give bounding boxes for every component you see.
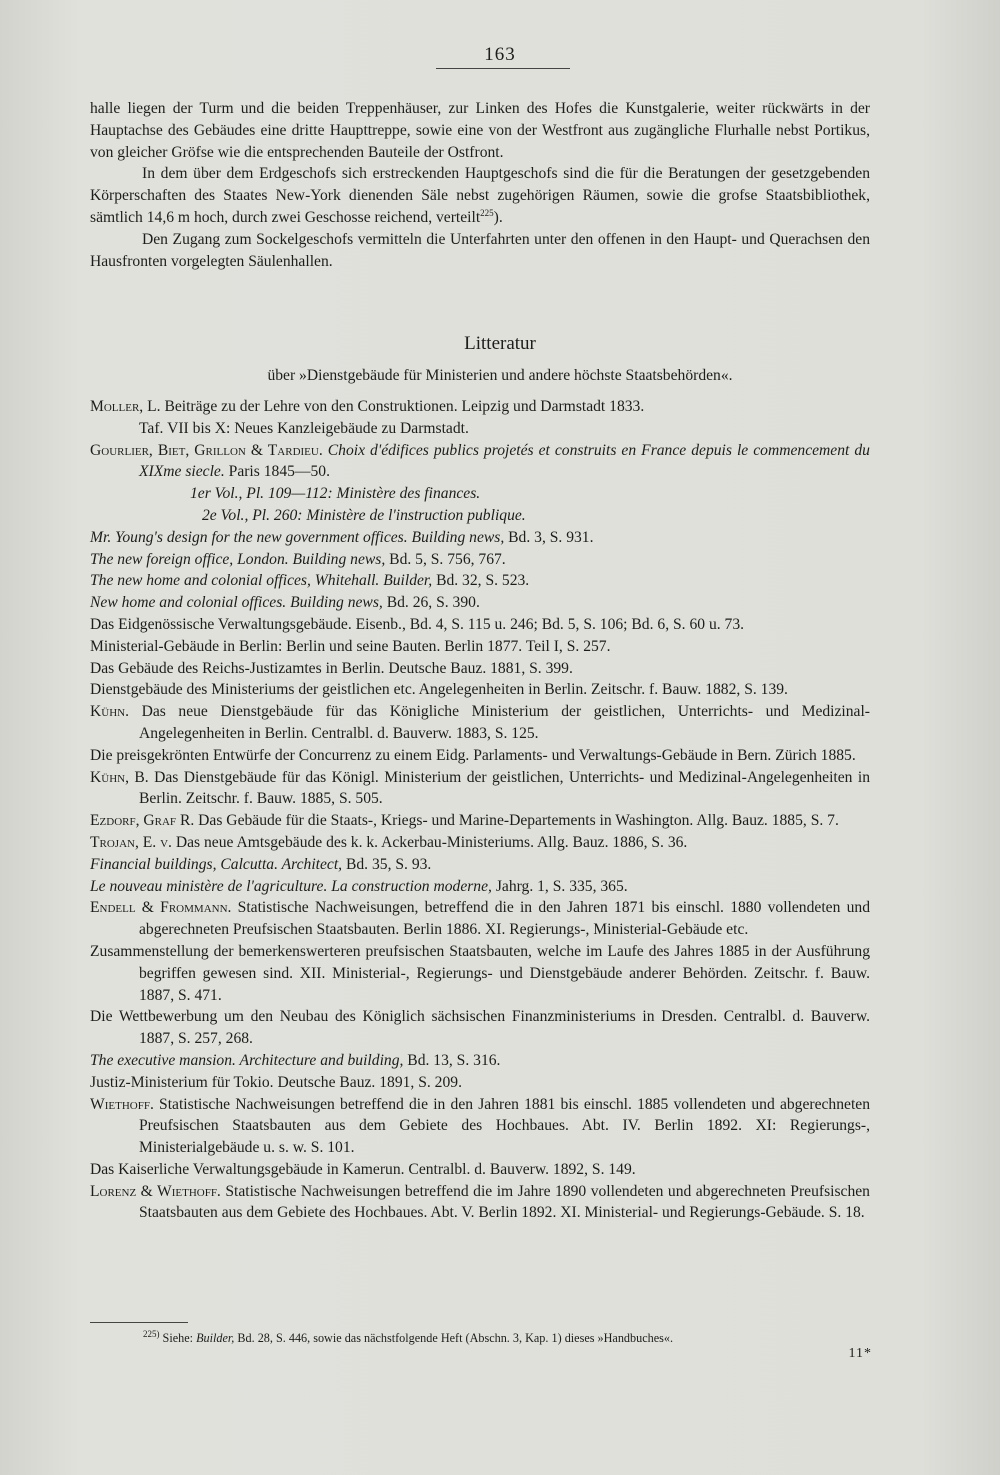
reference-text: Bd. 32, S. 523.	[436, 572, 530, 590]
paragraph-1: halle liegen der Turm und die beiden Treppenhäuser, zur Linken des Hofes die Kunstgalerie, weiter rückwärts in der Hauptachse des Gebäudes eine dritte Haupttreppe, sowie eine von der Westfront aus zugängliche Flurhalle nebst Portikus, von gleicher Gröfse wie die entsprechenden Bauteile der Ostfront.	[90, 100, 870, 161]
reference-text: Beiträge zu der Lehre von den Construktionen. Leipzig und Darmstadt 1833.	[164, 398, 645, 415]
reference-item	[90, 832, 870, 854]
reference-subitem: 2e Vol., Pl. 260: Ministère de l'instruction publique.	[202, 506, 526, 524]
reference-title: Mr. Young's design for the new government offices. Building news,	[90, 528, 505, 546]
literature-subheading: über »Dienstgebäude für Ministerien und andere höchste Staatsbehörden«.	[267, 367, 733, 384]
reference-text: Das Gebäude für die Staats-, Kriegs- und Marine-Departements in Washington. Allg. Bauz. 1885, S. 7.	[198, 812, 839, 830]
paragraph-2-end: ).	[493, 208, 503, 226]
paragraph-3: Den Zugang zum Sockelgeschofs vermitteln die Unterfahrten unter den offenen in den Haupt- und Querachsen den Hausfronten vorgelegten Säulenhallen.	[90, 230, 870, 270]
reference-item	[90, 549, 870, 571]
reference-title: Financial buildings, Calcutta. Architect,	[90, 855, 343, 873]
reference-title: The executive mansion. Architecture and building,	[90, 1051, 404, 1069]
reference-item	[90, 897, 870, 941]
reference-item: Das Kaiserliche Verwaltungsgebäude in Kamerun. Centralbl. d. Bauverw. 1892, S. 149.	[90, 1160, 636, 1178]
reference-text: Bd. 26, S. 390.	[386, 594, 480, 612]
reference-item	[90, 396, 870, 418]
reference-title: The new home and colonial offices, Whitehall. Builder,	[90, 572, 433, 590]
reference-author: Moller, L.	[90, 398, 161, 415]
paragraph-2-text: In dem über dem Erdgeschofs sich erstreckenden Hauptgeschofs sind die für die Beratungen der gesetzgebenden Körperschaften des Staates New-York dienenden Säle nebst zugehörigen Räumen, sowie die grofse Staatsbibliothek, sämtlich 14,6 m hoch, durch zwei Geschosse reichend, verteilt	[90, 165, 870, 226]
footnote-lead: Siehe:	[162, 1331, 194, 1345]
reference-author: Gourlier, Biet, Grillon & Tardieu.	[90, 441, 323, 459]
reference-item	[90, 1094, 870, 1159]
reference-item	[90, 1181, 870, 1225]
reference-author: Lorenz & Wiethoff.	[90, 1182, 221, 1200]
reference-text: Statistische Nachweisungen, betreffend die in den Jahren 1871 bis einschl. 1880 vollendeten und abgerechneten Preufsischen Staatsbauten. Berlin 1886. XI. Regierungs-, Ministerial-Gebäude etc.	[139, 899, 870, 939]
reference-author: Kühn.	[90, 703, 129, 721]
reference-text: Paris 1845—50.	[228, 463, 330, 481]
reference-text: Bd. 3, S. 931.	[508, 528, 594, 546]
footnote-rule	[90, 1322, 188, 1323]
reference-subitem: Taf. VII bis X: Neues Kanzleigebäude zu Darmstadt.	[139, 419, 469, 437]
reference-text: Bd. 13, S. 316.	[407, 1051, 501, 1069]
reference-author: Ezdorf, Graf R.	[90, 812, 195, 830]
paragraph-2	[90, 163, 870, 228]
reference-item	[90, 592, 870, 614]
reference-text: Bd. 5, S. 756, 767.	[389, 550, 506, 568]
reference-item: Zusammenstellung der bemerkenswerteren preufsischen Staatsbauten, welche im Laufe des Jahres 1885 in der Ausführung begriffen gewesen sind. XII. Ministerial-, Regierungs- und Dienstgebäude anderer Behörden. Zeitschr. f. Bauw. 1887, S. 471.	[90, 942, 870, 1004]
reference-title: New home and colonial offices. Building news,	[90, 594, 383, 612]
reference-item: Die Wettbewerbung um den Neubau des Königlich sächsischen Finanzministeriums in Dresden. Centralbl. d. Bauverw. 1887, S. 257, 268.	[90, 1008, 870, 1048]
reference-text: Statistische Nachweisungen betreffend die in den Jahren 1881 bis einschl. 1885 vollendeten und abgerechneten Preufsischen Staatsbauten aus dem Gebiete des Hochbaues. Abt. IV. Berlin 1892. XI: Regierungs-, Ministerialgebäude u. s. w. S. 101.	[139, 1095, 870, 1157]
reference-item: Dienstgebäude des Ministeriums der geistlichen etc. Angelegenheiten in Berlin. Zeitschr. f. Bauw. 1882, S. 139.	[90, 681, 788, 699]
reference-text: Bd. 35, S. 93.	[345, 855, 432, 873]
reference-item: Die preisgekrönten Entwürfe der Concurrenz zu einem Eidg. Parlaments- und Verwaltungs-Gebäude in Bern. Zürich 1885.	[90, 746, 856, 764]
reference-item: Das Eidgenössische Verwaltungsgebäude. Eisenb., Bd. 4, S. 115 u. 246; Bd. 5, S. 106; Bd. 6, S. 60 u. 73.	[90, 615, 745, 633]
reference-item: Das Gebäude des Reichs-Justizamtes in Berlin. Deutsche Bauz. 1881, S. 399.	[90, 659, 573, 677]
reference-title: Choix d'édifices publics projetés et construits en France depuis le commencement du XIXme siecle.	[139, 441, 870, 481]
reference-text: Das Dienstgebäude für das Königl. Ministerium der geistlichen, Unterrichts- und Medizinal-Angelegenheiten in Berlin. Zeitschr. f. Bauw. 1885, S. 505.	[139, 768, 870, 808]
reference-item: Ministerial-Gebäude in Berlin: Berlin und seine Bauten. Berlin 1877. Teil I, S. 257.	[90, 637, 611, 655]
page-number-rule	[436, 68, 570, 69]
reference-author: Wiethoff.	[90, 1095, 154, 1113]
reference-text: Statistische Nachweisungen betreffend die im Jahre 1890 vollendeten und abgerechneten Preufsischen Staatsbauten aus dem Gebiete des Hochbaues. Abt. V. Berlin 1892. XI. Ministerial- und Regierungs-Gebäude. S. 18.	[139, 1182, 870, 1222]
reference-text: Das neue Dienstgebäude für das Königliche Ministerium der geistlichen, Unterrichts- und Medizinal-Angelegenheiten in Berlin. Centralbl. d. Bauverw. 1883, S. 125.	[139, 703, 870, 742]
reference-item	[90, 810, 870, 832]
sheet-signature: 11*	[848, 1346, 872, 1361]
reference-item: Justiz-Ministerium für Tokio. Deutsche Bauz. 1891, S. 209.	[90, 1073, 462, 1091]
reference-title: The new foreign office, London. Building news,	[90, 550, 386, 568]
page-number: 163	[484, 44, 516, 65]
reference-text: Das neue Amtsgebäude des k. k. Ackerbau-Ministeriums. Allg. Bauz. 1886, S. 36.	[175, 833, 688, 851]
footnote-number: 225)	[143, 1328, 160, 1339]
reference-subitem: 1er Vol., Pl. 109—112: Ministère des finances.	[190, 485, 481, 503]
reference-item	[90, 767, 870, 811]
reference-item	[90, 854, 870, 876]
footnote	[143, 1330, 873, 1346]
footnote-reference: 225	[480, 207, 494, 218]
reference-title: Le nouveau ministère de l'agriculture. La construction moderne,	[90, 877, 492, 895]
footnote-text: Bd. 28, S. 446, sowie das nächstfolgende Heft (Abschn. 3, Kap. 1) dieses »Handbuches«.	[237, 1331, 673, 1345]
reference-list	[90, 396, 870, 1224]
reference-item	[90, 570, 870, 592]
reference-author: Kühn, B.	[90, 768, 149, 786]
body-text	[90, 98, 870, 272]
reference-item	[90, 701, 870, 745]
reference-item	[90, 1050, 870, 1072]
reference-author: Trojan, E. v.	[90, 833, 172, 851]
literature-heading: Litteratur	[464, 333, 536, 354]
reference-item	[90, 527, 870, 549]
reference-item	[90, 440, 870, 484]
reference-author: Endell & Frommann.	[90, 899, 232, 917]
footnote-source: Builder,	[196, 1331, 235, 1345]
reference-text: Jahrg. 1, S. 335, 365.	[495, 877, 628, 895]
reference-item	[90, 876, 870, 898]
